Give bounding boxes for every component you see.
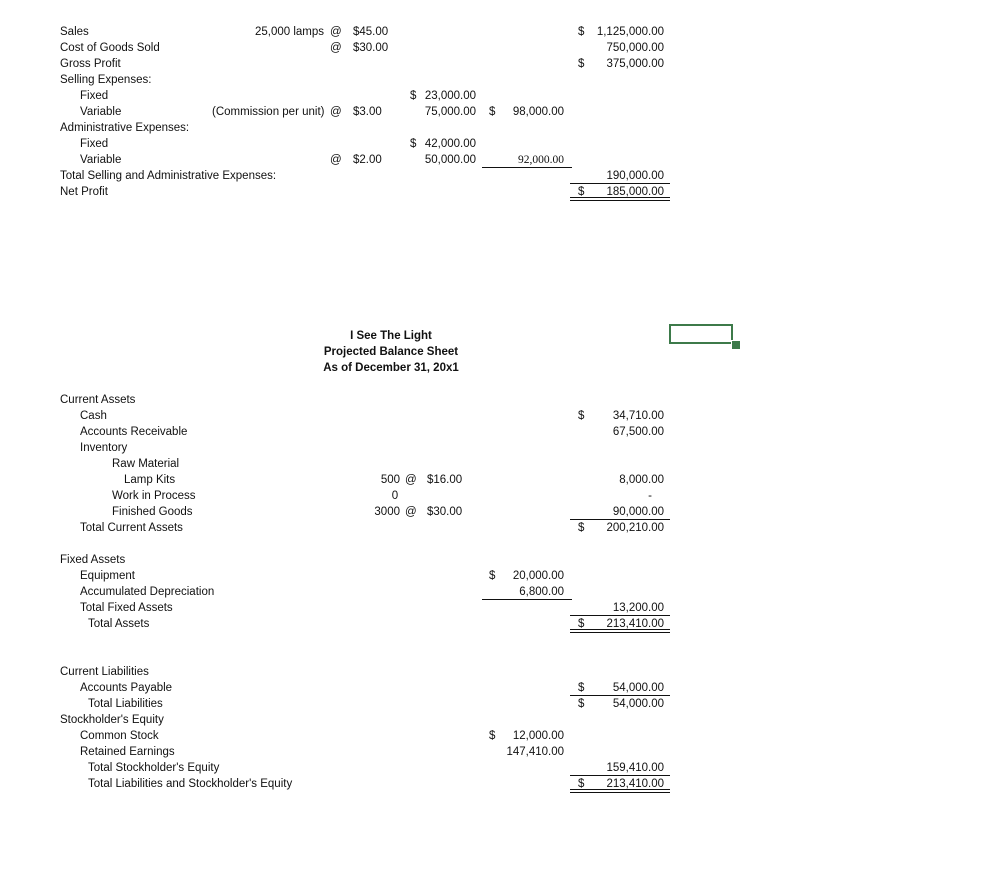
at-symbol: @: [330, 26, 342, 38]
ar-label: Accounts Receivable: [80, 426, 188, 438]
admin-fixed-label: Fixed: [80, 138, 109, 150]
double-underline: [570, 197, 670, 201]
double-underline: [570, 629, 670, 633]
dollar-sign: $: [410, 90, 417, 102]
statement-title: Projected Balance Sheet: [323, 346, 459, 358]
at-symbol: @: [405, 506, 417, 518]
wip-amount: -: [648, 490, 652, 502]
total-liabilities-amount: 54,000.00: [612, 698, 664, 710]
dollar-sign: $: [578, 26, 585, 38]
total-le-label: Total Liabilities and Stockholder's Equity: [88, 778, 293, 790]
ap-label: Accounts Payable: [80, 682, 173, 694]
retained-earnings-label: Retained Earnings: [80, 746, 175, 758]
underline: [570, 695, 670, 696]
admin-total: 92,000.00: [518, 154, 564, 166]
ar-amount: 67,500.00: [612, 426, 664, 438]
at-symbol: @: [330, 154, 342, 166]
dollar-sign: $: [489, 106, 496, 118]
admin-expenses-label: Administrative Expenses:: [60, 122, 190, 134]
lamp-kits-label: Lamp Kits: [124, 474, 176, 486]
dollar-sign: $: [578, 778, 585, 790]
gross-profit-total: 375,000.00: [606, 58, 664, 70]
dollar-sign: $: [489, 730, 496, 742]
underline: [570, 519, 670, 520]
acc-dep-label: Accumulated Depreciation: [80, 586, 215, 598]
total-current-assets-label: Total Current Assets: [80, 522, 183, 534]
sales-total: 1,125,000.00: [596, 26, 664, 38]
admin-variable-rate: $2.00: [353, 154, 382, 166]
stockholders-equity-label: Stockholder's Equity: [60, 714, 164, 726]
sales-unit-price: $45.00: [353, 26, 389, 38]
dollar-sign: $: [578, 618, 585, 630]
dollar-sign: $: [489, 570, 496, 582]
fg-price: $30.00: [427, 506, 463, 518]
lamp-kits-amount: 8,000.00: [619, 474, 664, 486]
underline: [482, 167, 572, 168]
selling-fixed-amount: 23,000.00: [424, 90, 476, 102]
selling-expenses-label: Selling Expenses:: [60, 74, 152, 86]
finished-goods-label: Finished Goods: [112, 506, 193, 518]
cogs-unit-price: $30.00: [353, 42, 389, 54]
at-symbol: @: [405, 474, 417, 486]
acc-dep-amount: 6,800.00: [519, 586, 564, 598]
selling-fixed-label: Fixed: [80, 90, 109, 102]
total-sga-amount: 190,000.00: [606, 170, 664, 182]
total-sga-label: Total Selling and Administrative Expenses:: [60, 170, 277, 182]
sales-label: Sales: [60, 26, 89, 38]
at-symbol: @: [330, 42, 342, 54]
total-assets-amount: 213,410.00: [606, 618, 664, 630]
fixed-assets-label: Fixed Assets: [60, 554, 126, 566]
dollar-sign: $: [410, 138, 417, 150]
total-fixed-assets-label: Total Fixed Assets: [80, 602, 173, 614]
lamp-kits-qty: 500: [380, 474, 400, 486]
admin-variable-label: Variable: [80, 154, 122, 166]
total-liabilities-label: Total Liabilities: [88, 698, 163, 710]
underline: [482, 599, 572, 600]
double-underline: [570, 789, 670, 793]
selling-variable-amount: 75,000.00: [424, 106, 476, 118]
underline: [570, 775, 670, 776]
commission-rate: $3.00: [353, 106, 382, 118]
finished-goods-amount: 90,000.00: [612, 506, 664, 518]
selling-total: 98,000.00: [512, 106, 564, 118]
net-profit-amount: 185,000.00: [606, 186, 664, 198]
dollar-sign: $: [578, 410, 585, 422]
total-assets-label: Total Assets: [88, 618, 150, 630]
underline: [570, 615, 670, 616]
commission-note: (Commission per unit): [212, 106, 325, 118]
raw-material-label: Raw Material: [112, 458, 180, 470]
retained-earnings-amount: 147,410.00: [506, 746, 564, 758]
ap-amount: 54,000.00: [612, 682, 664, 694]
gross-profit-label: Gross Profit: [60, 58, 121, 70]
fill-handle[interactable]: [731, 340, 741, 350]
dollar-sign: $: [578, 698, 585, 710]
current-liabilities-label: Current Liabilities: [60, 666, 149, 678]
selling-variable-label: Variable: [80, 106, 122, 118]
admin-fixed-amount: 42,000.00: [424, 138, 476, 150]
cogs-label: Cost of Goods Sold: [60, 42, 160, 54]
total-fixed-assets-amount: 13,200.00: [612, 602, 664, 614]
company-name: I See The Light: [350, 330, 432, 342]
wip-qty: 0: [391, 490, 399, 502]
total-se-amount: 159,410.00: [606, 762, 664, 774]
wip-label: Work in Process: [112, 490, 196, 502]
inventory-label: Inventory: [80, 442, 128, 454]
equipment-amount: 20,000.00: [512, 570, 564, 582]
net-profit-label: Net Profit: [60, 186, 108, 198]
cogs-total: 750,000.00: [606, 42, 664, 54]
sales-quantity: 25,000 lamps: [254, 26, 324, 38]
fg-qty: 3000: [374, 506, 400, 518]
cash-label: Cash: [80, 410, 107, 422]
at-symbol: @: [330, 106, 342, 118]
dollar-sign: $: [578, 522, 585, 534]
equipment-label: Equipment: [80, 570, 135, 582]
selected-cell[interactable]: [669, 324, 733, 344]
total-le-amount: 213,410.00: [606, 778, 664, 790]
underline: [570, 183, 670, 184]
common-stock-label: Common Stock: [80, 730, 159, 742]
dollar-sign: $: [578, 58, 585, 70]
total-se-label: Total Stockholder's Equity: [88, 762, 220, 774]
common-stock-amount: 12,000.00: [512, 730, 564, 742]
dollar-sign: $: [578, 186, 585, 198]
dollar-sign: $: [578, 682, 585, 694]
current-assets-label: Current Assets: [60, 394, 136, 406]
lamp-kits-price: $16.00: [427, 474, 463, 486]
admin-variable-amount: 50,000.00: [424, 154, 476, 166]
total-current-assets-amount: 200,210.00: [606, 522, 664, 534]
statement-date: As of December 31, 20x1: [323, 362, 459, 374]
cash-amount: 34,710.00: [612, 410, 664, 422]
